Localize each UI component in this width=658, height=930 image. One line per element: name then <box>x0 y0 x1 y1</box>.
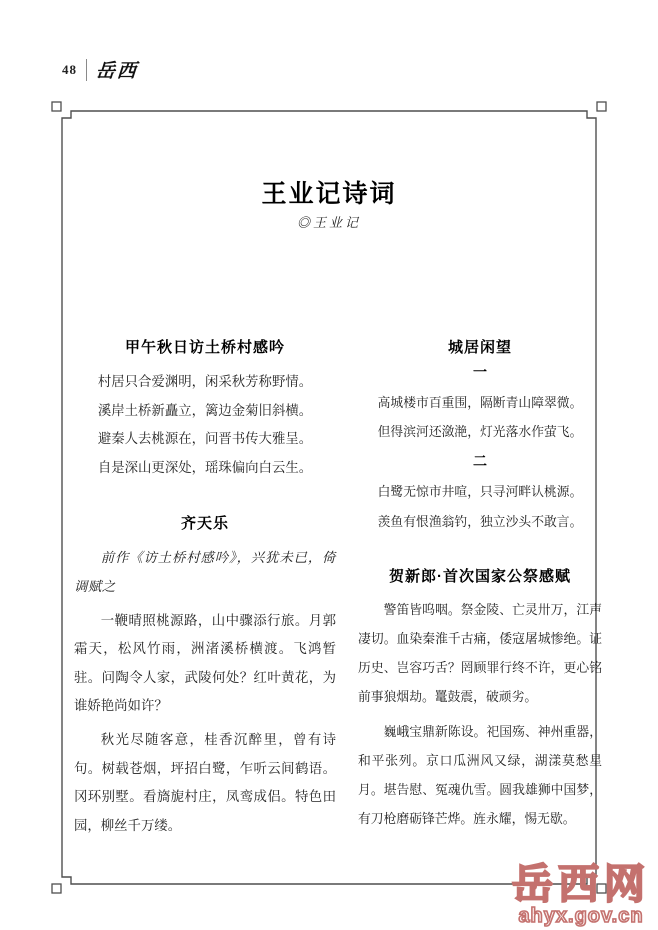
poem-chengju-section-one <box>358 389 602 447</box>
watermark-site-name: 岳西网 <box>512 861 650 907</box>
poem-line: 村居只合爱渊明，闲采秋芳称野情。 <box>97 374 313 389</box>
right-column <box>358 338 602 834</box>
section-number-two: 二 <box>473 453 487 470</box>
poem-line: 高城楼市百重围，隔断青山障翠微。 <box>377 396 583 410</box>
poem-title-jiawu: 甲午秋日访土桥村感吟 <box>124 339 285 356</box>
poem-line: 自是深山更深处，瑶珠偏向白云生。 <box>97 459 313 475</box>
article-title: 王业记诗词 <box>261 180 397 208</box>
poem-jiawu-body <box>74 368 336 482</box>
article-author: ◎王业记 <box>296 215 361 230</box>
left-column <box>74 338 336 840</box>
frame-corner-knot-bottom-left <box>52 884 61 893</box>
poem-title-chengju: 城居闲望 <box>447 339 512 356</box>
header-divider <box>86 59 87 81</box>
watermark-site-url: ahyx.gov.cn <box>518 905 644 927</box>
poem-line: 但得滨河还潋滟，灯光落水作萤飞。 <box>377 425 583 440</box>
page-number: 48 <box>62 61 77 77</box>
poem-stanza: 警笛皆呜咽。祭金陵、亡灵卅万，江声凄切。血染秦淮千古痛，倭寇屠城惨绝。证历史、岂容巧舌？罔顾罪行终不许，更心铭前事狼烟劫。鼍鼓震，破顽劣。 <box>358 602 602 705</box>
poem-stanza: 秋光尽随客意，桂香沉醉里，曾有诗句。树载苍烟，坪招白鹭，乍听云间鹤语。冈环别墅。看旖旎村庄，凤鸾成侣。特色田园，柳丝千万缕。 <box>74 731 336 833</box>
poem-chengju-section-two <box>358 478 602 536</box>
poem-line: 避秦人去桃源在，问晋书传大雅呈。 <box>97 431 313 447</box>
page-header <box>62 56 138 83</box>
poem-stanza: 巍峨宝鼎新陈设。祀国殇、神州重器，和平张列。京口瓜洲风又绿，湖漾莫愁星月。堪告慰、冤魂仇雪。圆我雄狮中国梦，有刀枪磨砺锋芒烨。旌永耀，惕无歇。 <box>358 724 602 827</box>
poem-title-qitianle: 齐天乐 <box>180 515 229 533</box>
poem-line: 白鹭无惊市井喧，只寻河畔认桃源。 <box>377 485 583 500</box>
section-number-one: 一 <box>473 364 487 380</box>
poem-title-hexinlang: 贺新郎·首次国家公祭感赋 <box>389 567 571 585</box>
publication-name: 岳西 <box>95 61 139 82</box>
poem-line: 羡鱼有恨渔翁钓，独立沙头不敢言。 <box>377 514 583 529</box>
frame-corner-knot-top-left <box>52 102 61 111</box>
poem-line: 溪岸土桥新矗立，篱边金菊旧斜横。 <box>97 402 313 418</box>
frame-corner-knot-top-right <box>597 102 606 111</box>
poem-stanza: 一鞭晴照桃源路，山中骤添行旅。月郭霜天，松风竹雨，洲渚溪桥横渡。飞鸿暂驻。问陶令人家，武陵何处？红叶黄花，为谁娇艳尚如许？ <box>74 612 336 714</box>
site-watermark <box>512 861 650 927</box>
poem-preface: 前作《访土桥村感吟》，兴犹未已，倚调赋之 <box>74 550 336 594</box>
